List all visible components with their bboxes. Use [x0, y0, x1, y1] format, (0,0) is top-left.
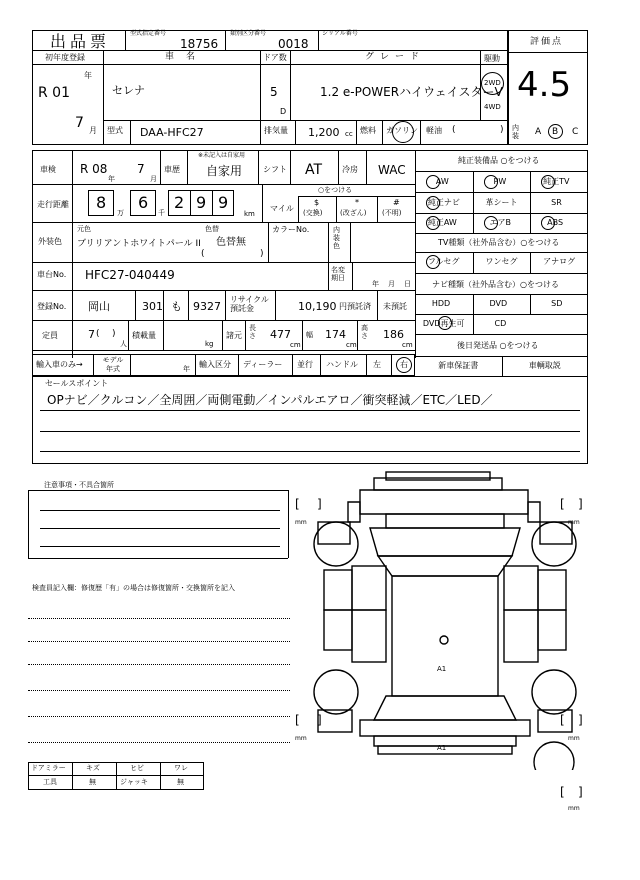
mm-spare: mm	[568, 805, 580, 812]
mileage-exch: (交換)	[303, 209, 323, 217]
use-label: 車歴	[164, 165, 180, 174]
import-label: 輸入車のみ→	[36, 360, 83, 369]
mileage-d3: 2	[174, 193, 185, 212]
score-value: 4.5	[517, 65, 572, 105]
capacity-nin: 人	[120, 340, 127, 348]
missing-h2: キズ	[86, 764, 100, 772]
handle-label: ハンドル	[326, 360, 358, 369]
missing-h4: ワレ	[174, 764, 188, 772]
capacity-paren-open: (	[96, 329, 100, 339]
sales-text: OPナビ／クルコン／全周囲／両側電動／インパルエアロ／衝突軽減／ETC／LED／	[47, 393, 493, 407]
interior-c: C	[572, 127, 579, 137]
length-label: 長さ	[249, 324, 256, 340]
bracket-rr-close: ]	[578, 713, 583, 727]
width: 174	[325, 328, 346, 341]
tv-circle	[426, 255, 440, 269]
navi1-0: HDD	[431, 299, 451, 308]
name-change-label: 名変期日	[331, 266, 345, 282]
equip-row2-2: SR	[551, 198, 562, 207]
color-repaint-label: 色替	[205, 225, 219, 233]
inspector-note: 検査員記入欄：修復歴「有」の場合は修復箇所・交換箇所を記入	[32, 584, 235, 592]
docs-1: 車輌取説	[528, 361, 561, 370]
chassis-tsuki: 月	[388, 280, 395, 288]
notes-label: 注意事項・不具合箇所	[44, 481, 114, 489]
recycle-label: リサイクル預託金	[230, 295, 269, 313]
equip-row1-0: AW	[435, 177, 449, 186]
sales-label: セールスポイント	[45, 379, 109, 388]
score-label: 評価点	[530, 37, 564, 47]
color-paren-close: )	[260, 249, 264, 259]
color-no-label: カラーNo.	[272, 225, 310, 234]
import-parallel: 並行	[297, 360, 313, 369]
mileage-man: 万	[117, 209, 124, 217]
mileage-d1: 8	[96, 193, 107, 212]
interior-color-label: 内装色	[333, 226, 340, 250]
use-note: ※未記入は自家用	[198, 152, 246, 159]
drive-4wd: 4WD	[484, 103, 501, 111]
serial-label: シリアル番号	[322, 30, 358, 37]
mileage-d5: 9	[218, 193, 229, 212]
doors-label: ドア数	[263, 53, 287, 62]
chassis-label: 車台No.	[37, 270, 67, 279]
chassis-nichi: 日	[404, 280, 411, 288]
mileage-label: 走行距離	[37, 200, 69, 209]
fuel-diesel: 軽油	[426, 126, 442, 135]
first-reg-month: 7	[75, 115, 84, 131]
door-type: D	[280, 107, 287, 116]
grade: 1.2 e-POWERハイウェイスターV	[320, 85, 503, 99]
drive-2wd: 2WD	[484, 79, 501, 87]
handle-right: 右	[400, 360, 408, 369]
load-kg: kg	[205, 340, 214, 348]
bracket-fl-close: ]	[317, 497, 322, 511]
color-orig-label: 元色	[77, 225, 91, 233]
missing-c2: 無	[89, 778, 96, 786]
height-label: 高さ	[361, 324, 368, 340]
first-reg-label: 初年度登録	[45, 53, 85, 62]
model: DAA-HFC27	[140, 126, 204, 139]
navi1-1: DVD	[489, 299, 508, 308]
length-cm: cm	[290, 341, 301, 349]
equip-row3-2: ABS	[547, 218, 564, 227]
mileage-check-label: ○をつける	[318, 186, 353, 194]
tv-1: ワンセグ	[485, 257, 518, 266]
navi2-0: DVD再生可	[422, 319, 465, 328]
mm-rr: mm	[568, 735, 580, 742]
capacity-label: 定員	[42, 331, 58, 340]
handle-left: 左	[373, 360, 381, 369]
shaken-label: 車検	[40, 165, 56, 174]
shift: AT	[305, 162, 323, 178]
dims-label: 諸元	[226, 331, 242, 340]
car-name: セレナ	[112, 84, 145, 97]
tv-2: アナログ	[543, 257, 576, 266]
shaken-nen: 年	[108, 175, 115, 183]
displacement: 1,200	[308, 126, 340, 139]
width-cm: cm	[346, 341, 357, 349]
tv-0: フルセグ	[427, 257, 460, 266]
chassis-number: HFC27-040449	[85, 268, 175, 282]
missing-h1: ドアミラー	[31, 764, 66, 772]
navi-title: ナビ種類（社外品含む）○をつける	[432, 280, 559, 289]
height-cm: cm	[402, 341, 413, 349]
color-label: 外装色	[38, 237, 62, 246]
interior-label: 内装	[512, 124, 519, 140]
width-label: 幅	[306, 331, 313, 339]
shaken-month: 7	[137, 162, 145, 176]
mileage-km: km	[244, 210, 255, 218]
bracket-fr-open: [	[560, 497, 565, 511]
mileage-unknown: (不明)	[382, 209, 402, 217]
import-dealer: ディーラー	[243, 360, 283, 369]
bracket-sp-open: [	[560, 785, 565, 799]
ac: WAC	[378, 163, 406, 177]
month-unit: 月	[89, 126, 97, 135]
reg-label: 登録No.	[37, 302, 67, 311]
color-orig: ブリリアントホワイトパール II	[77, 239, 201, 249]
bracket-fl-open: [	[295, 497, 300, 511]
shaken-tsuki: 月	[150, 175, 157, 183]
mileage-d2: 6	[138, 193, 149, 212]
equip-row2-0: 純正ナビ	[427, 198, 460, 207]
class-num: 0018	[278, 37, 309, 51]
interior-a: A	[535, 127, 542, 137]
shift-label: シフト	[263, 165, 287, 174]
color-paren-open: (	[201, 249, 205, 259]
recycle-unpaid: 未預託	[383, 302, 407, 311]
bracket-rl-close: ]	[317, 713, 322, 727]
first-reg-year: R 01	[38, 85, 70, 101]
equipment-title: 純正装備品 ○をつける	[458, 156, 540, 165]
use: 自家用	[206, 164, 243, 178]
model-year-label: モデル年式	[102, 356, 124, 373]
bracket-sp-close: ]	[578, 785, 583, 799]
mileage-alter: (改ざん)	[340, 209, 367, 217]
model-year-nen: 年	[183, 365, 190, 373]
equip-circle	[426, 175, 440, 189]
missing-c1: 工具	[43, 778, 57, 786]
height: 186	[383, 328, 404, 341]
import-kubun: 輸入区分	[199, 360, 231, 369]
equip-circle	[426, 196, 440, 210]
bracket-fr-close: ]	[578, 497, 583, 511]
docs-0: 新車保証書	[438, 361, 479, 370]
recycle-note: 円預託済	[339, 302, 371, 311]
load-label: 積載量	[132, 331, 156, 340]
mm-fl: mm	[295, 519, 307, 526]
reg-class: 301	[142, 300, 163, 313]
cc-unit: cc	[345, 130, 353, 138]
class-label: 類別区分番号	[230, 30, 267, 37]
drive-label: 駆動	[484, 54, 500, 63]
reg-kana: も	[171, 300, 182, 313]
tv-title: TV種類（社外品含む）○をつける	[438, 238, 560, 247]
shaken-year: R 08	[80, 162, 108, 176]
fuel-label: 燃料	[360, 126, 376, 135]
missing-c3: ジャッキ	[120, 778, 148, 786]
bracket-rr-open: [	[560, 713, 565, 727]
fuel-gasoline: ガソリン	[386, 126, 418, 135]
navi1-2: SD	[551, 299, 563, 308]
navi-circle	[438, 316, 452, 330]
year-unit: 年	[84, 71, 92, 80]
mm-rl: mm	[295, 735, 307, 742]
ac-label: 冷房	[342, 165, 358, 174]
equip-row1-2: 純正TV	[543, 177, 570, 186]
grade-label: グレード	[365, 52, 426, 62]
car-diagram	[290, 470, 600, 770]
equip-row3-1: エアB	[489, 218, 511, 227]
car-name-label: 車名	[165, 52, 208, 62]
length: 477	[270, 328, 291, 341]
mileage-d4: 9	[196, 193, 207, 212]
model-label: 型式	[107, 126, 123, 135]
mileage-unknown-sym: #	[393, 198, 400, 207]
notes-box	[28, 490, 288, 558]
equip-row2-1: 革シート	[485, 198, 518, 207]
page-title: 出品票	[50, 32, 111, 51]
interior-b: B	[552, 127, 559, 137]
bracket-rl-open: [	[295, 713, 300, 727]
fuel-paren-close: )	[500, 125, 504, 135]
capacity: 7	[88, 328, 95, 341]
equip-row3-0: 純正AW	[427, 218, 457, 227]
mileage-sen: 千	[158, 209, 165, 217]
mileage-mile: マイル	[270, 204, 294, 213]
equip-circle	[484, 216, 498, 230]
equip-circle	[484, 175, 498, 189]
mileage-alter-sym: *	[355, 198, 359, 207]
disp-label: 排気量	[264, 126, 288, 135]
reg-region: 岡山	[88, 300, 110, 313]
type-num-label: 型式指定番号	[130, 30, 167, 37]
chassis-nen: 年	[372, 280, 379, 288]
capacity-paren-close: )	[112, 329, 116, 339]
recycle: 10,190	[298, 300, 337, 313]
damage-mark-1: A1	[437, 665, 447, 673]
mileage-exch-sym: $	[314, 198, 320, 207]
missing-c4: 無	[177, 778, 184, 786]
navi2-1: CD	[494, 319, 507, 328]
color-repaint: 色替無	[216, 237, 246, 248]
equip-row1-1: PW	[493, 177, 507, 186]
equip-circle	[426, 216, 440, 230]
missing-h3: ヒビ	[130, 764, 144, 772]
docs-title: 後日発送品 ○をつける	[457, 341, 539, 350]
fuel-paren: (	[452, 125, 456, 135]
mm-fr: mm	[568, 519, 580, 526]
type-num: 18756	[180, 37, 219, 51]
reg-number: 9327	[193, 300, 221, 313]
doors: 5	[270, 85, 278, 99]
damage-mark-2: A1	[437, 744, 447, 752]
